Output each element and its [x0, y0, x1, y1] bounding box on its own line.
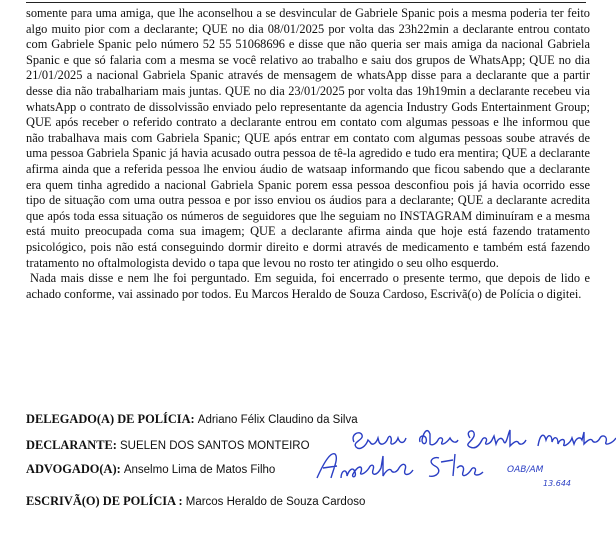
escrivao-role: ESCRIVÃ(O) DE POLÍCIA :: [26, 494, 183, 508]
declarante-name: SUELEN DOS SANTOS MONTEIRO: [119, 440, 310, 452]
escrivao-name: Marcos Heraldo de Souza Cardoso: [185, 496, 366, 508]
delegado-role: DELEGADO(A) DE POLÍCIA:: [26, 412, 195, 426]
escrivao-line: [26, 494, 365, 509]
oab-label: OAB/AM: [507, 465, 544, 475]
top-divider: [26, 2, 586, 3]
advogado-name: Anselmo Lima de Matos Filho: [123, 464, 276, 476]
statement-closing: Nada mais disse e nem lhe foi perguntado. Em seguida, foi encerrado o presente termo, que depois de lido e achado conforme, vai assinado por todos. Eu Marcos Heraldo de Souza Cardoso, Escrivã(o) de Polícia o digitei.: [26, 271, 590, 301]
advogado-line: [26, 462, 275, 477]
declarante-role: DECLARANTE:: [26, 438, 117, 452]
declarante-signature: [346, 426, 616, 452]
delegado-line: [26, 412, 358, 427]
declarante-line: [26, 438, 310, 453]
statement-body: [26, 6, 590, 302]
statement-paragraph: somente para uma amiga, que lhe aconselhou a se desvincular de Gabriele Spanic pois a mesma poderia ter feito algo muito pior com a declarante; QUE no dia 08/01/2025 por volta das 23h22min a declarante entrou contato com Gabriele Spanic pelo número 52 55 51068696 e disse que não queria ser mais amiga da nacional Gabriela Spanic e que só falaria com a mesma se você relativo ao trabalho e saiu dos grupos de WhatsApp; QUE no dia 21/01/2025 a nacional Gabriela Spanic através de mensagem de whatsApp disse para a declarante que a partir desse dia não trabalhariam mais juntas. QUE no dia 23/01/2025 por volta das 19h19min a declarante recebeu via whatsApp o contrato de dissolvissão enviado pelo representante da agencia Industry Gods Entertainment Group; QUE após receber o referido contrato a declarante entrou em contato com algumas pessoas e lhe informou que não trabalhava mais com Gabriela Spanic; QUE após entrar em contato com algumas pessoas soube através de uma pessoa Gabriela Spanic já havia acusado outra pessoa de tê-la agredido e tudo era mentira; QUE a declarante afirma ainda que a referida pessoa lhe enviou áudio de watsaap informando que ficou sabendo que a declarante era quem tinha agredido a nacional Gabriela Spanic porem essa pessoa desconfiou pois já havia ocorrido esse tipo de situação com uma outra pessoa e por isso enviou os áudios para a declarante; QUE a declarante acredita que após toda essa situação os números de seguidores que lhe seguiam no INSTAGRAM diminuíram e a mesma está muito preocupada coma sua imagem; QUE a declarante afirma ainda que hoje está fazendo tratamento psicológico, pois não está conseguindo dormir direito e dormi através de medicamento e também está fazendo tratamento no oftalmologista devido o tapa que levou no rosto ter atingido o seu olho esquerdo.: [26, 6, 590, 270]
advogado-signature: [311, 450, 601, 490]
oab-number: 13.644: [543, 479, 571, 488]
delegado-name: Adriano Félix Claudino da Silva: [197, 414, 358, 426]
advogado-role: ADVOGADO(A):: [26, 462, 121, 476]
